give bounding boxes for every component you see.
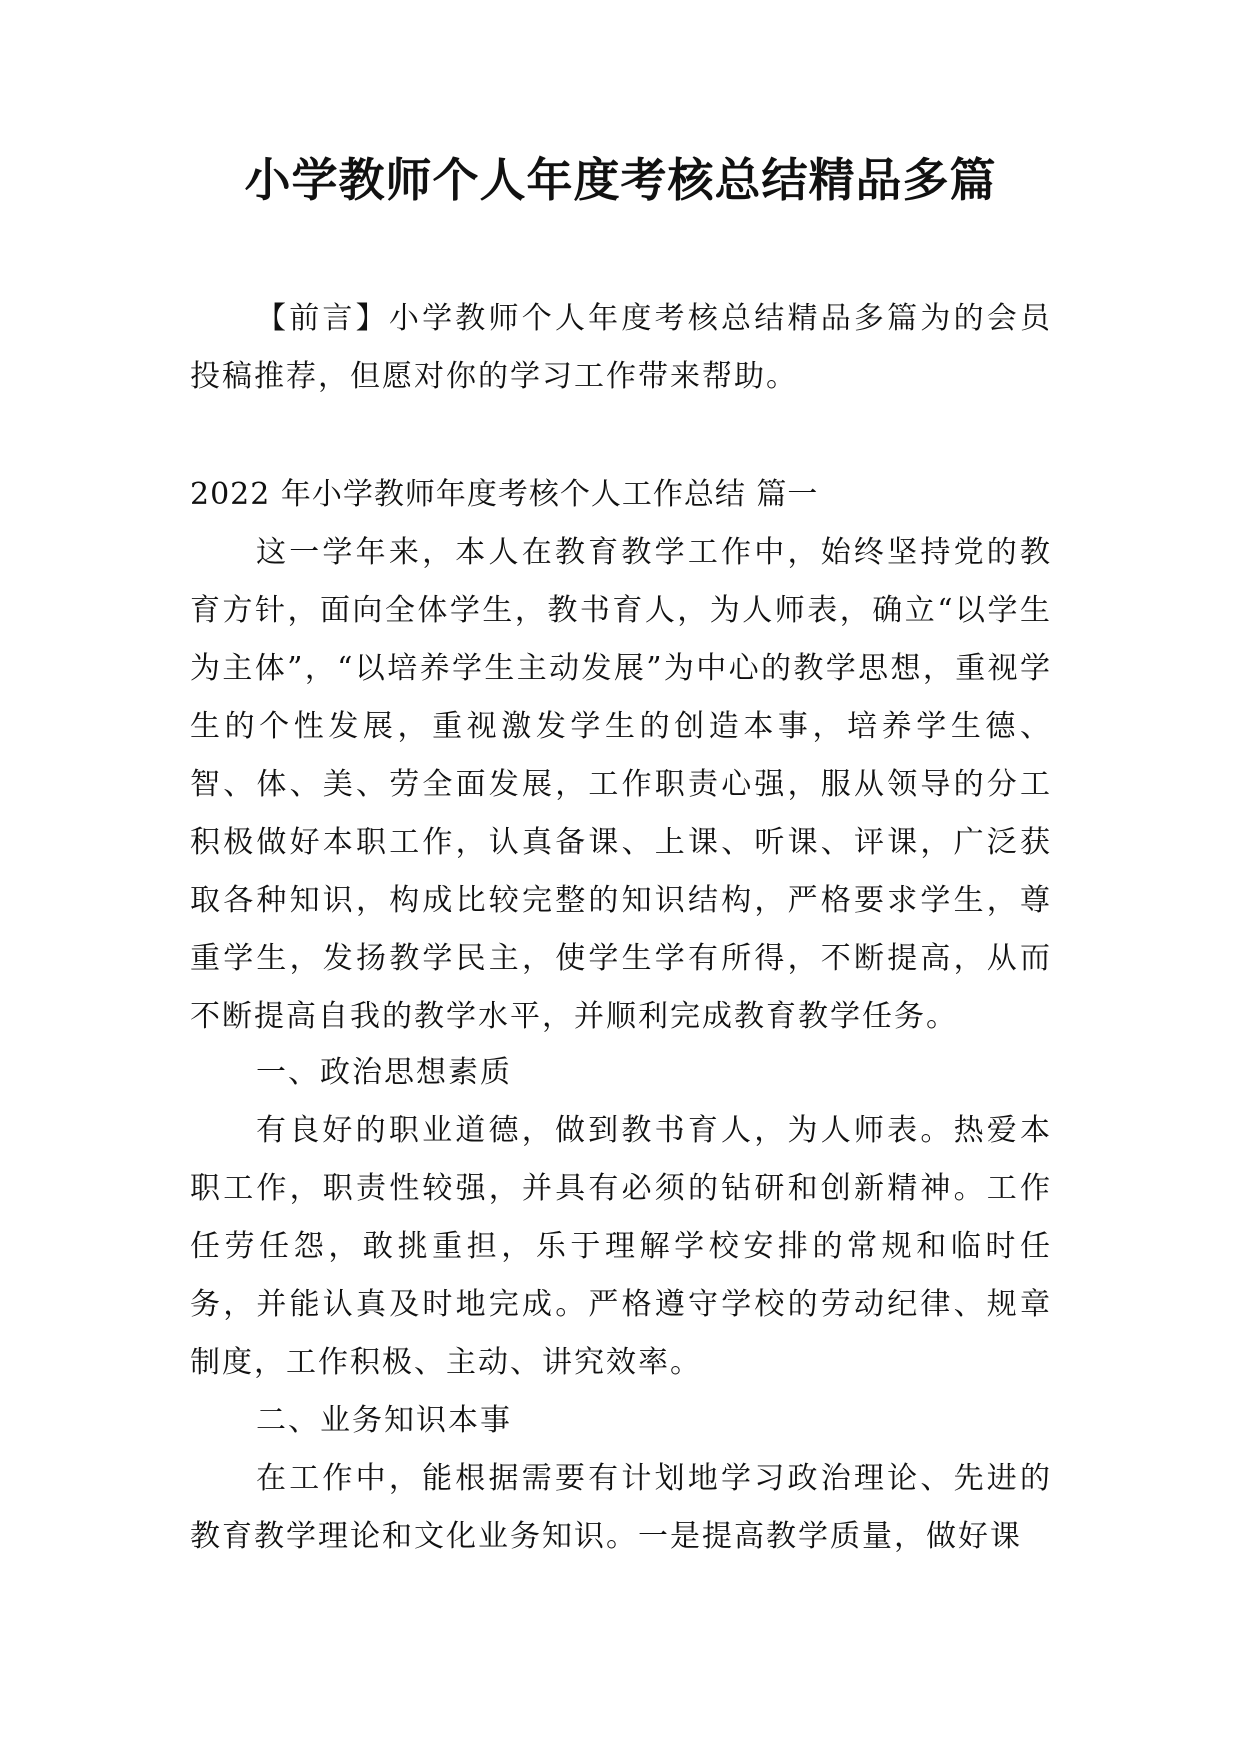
political-quality-paragraph: 有良好的职业道德，做到教书育人，为人师表。热爱本职工作，职责性较强，并具有必须的钻研和创新精神。工作任劳任怨，敢挑重担，乐于理解学校安排的常规和临时任务，并能认真及时地完成。严格遵守学校的劳动纪律、规章制度，工作积极、主动、讲究效率。 <box>190 1113 1052 1380</box>
preface-paragraph: 【前言】小学教师个人年度考核总结精品多篇为的会员投稿推荐，但愿对你的学习工作带来帮助。 <box>190 301 1052 394</box>
intro-paragraph: 这一学年来，本人在教育教学工作中，始终坚持党的教育方针，面向全体学生，教书育人，为人师表，确立“以学生为主体”，“以培养学生主动发展”为中心的教学思想，重视学生的个性发展，重视激发学生的创造本事，培养学生德、智、体、美、劳全面发展，工作职责心强，服从领导的分工积极做好本职工作，认真备课、上课、听课、评课，广泛获取各种知识，构成比较完整的知识结构，严格要求学生，尊重学生，发扬教学民主，使学生学有所得，不断提高，从而不断提高自我的教学水平，并顺利完成教育教学任务。 <box>190 535 1052 1034</box>
heading-professional-knowledge: 二、业务知识本事 <box>256 1403 512 1438</box>
section-title: 2022 年小学教师年度考核个人工作总结 篇一 <box>190 477 819 512</box>
document-title: 小学教师个人年度考核总结精品多篇 <box>244 153 997 207</box>
professional-knowledge-paragraph: 在工作中，能根据需要有计划地学习政治理论、先进的教育教学理论和文化业务知识。一是提高教学质量，做好课 <box>190 1461 1052 1554</box>
heading-political-quality: 一、政治思想素质 <box>256 1055 512 1090</box>
